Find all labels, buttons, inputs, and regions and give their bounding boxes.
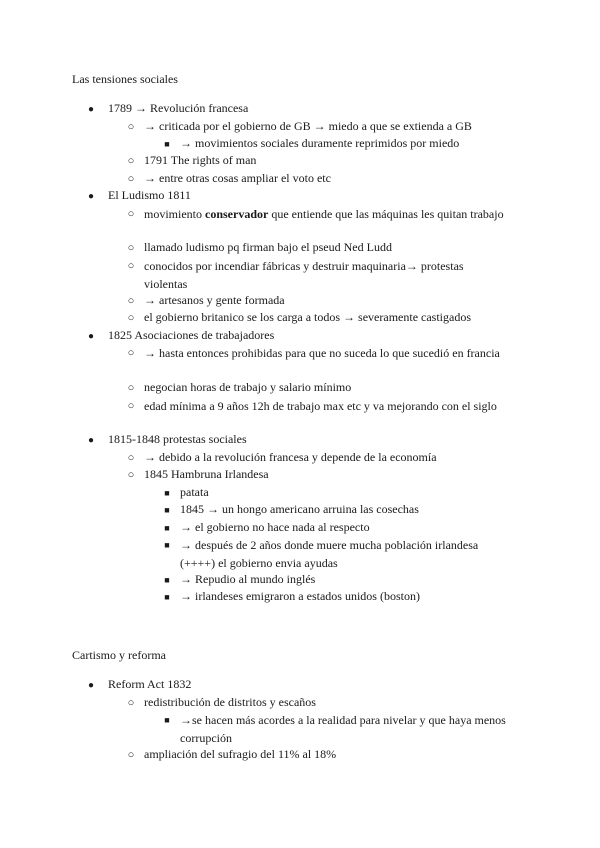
section-title: Las tensiones sociales — [72, 72, 178, 86]
list-item: → debido a la revolución francesa y depende de la economía — [144, 450, 437, 464]
list-item: 1845 Hambruna Irlandesa — [144, 467, 269, 481]
bullet-square: ■ — [164, 715, 170, 725]
bullet-circle: ○ — [127, 121, 135, 133]
bullet-disc: ● — [87, 435, 95, 446]
bullet-square: ■ — [164, 505, 170, 515]
list-item: → artesanos y gente formada — [144, 293, 285, 307]
list-item: → irlandeses emigraron a estados unidos (boston) — [180, 589, 420, 603]
bullet-disc: ● — [87, 680, 95, 691]
bullet-circle: ○ — [127, 208, 135, 220]
list-item: patata — [180, 485, 209, 499]
bullet-circle: ○ — [127, 155, 135, 167]
list-item: el gobierno britanico se los carga a todos → severamente castigados — [144, 310, 472, 324]
list-item: → entre otras cosas ampliar el voto etc — [144, 171, 331, 185]
section-title: Cartismo y reforma — [72, 648, 166, 662]
list-item: → Repudio al mundo inglés — [180, 572, 316, 586]
list-item: 1825 Asociaciones de trabajadores — [108, 328, 275, 342]
list-item — [144, 206, 504, 224]
list-item: → hasta entonces prohibidas para que no suceda lo que sucedió en francia — [144, 346, 500, 360]
bullet-circle: ○ — [127, 452, 135, 464]
list-item: 1815-1848 protestas sociales — [108, 432, 247, 446]
bullet-circle: ○ — [127, 295, 135, 307]
list-item: redistribución de distritos y escaños — [144, 695, 316, 709]
bullet-circle: ○ — [127, 382, 135, 394]
bullet-circle: ○ — [127, 749, 135, 761]
bullet-circle: ○ — [127, 173, 135, 185]
list-item: ampliación del sufragio del 11% al 18% — [144, 747, 337, 761]
list-item: → el gobierno no hace nada al respecto — [180, 520, 370, 534]
list-item: → criticada por el gobierno de GB → miedo a que se extienda a GB — [144, 119, 472, 133]
list-item: conocidos por incendiar fábricas y destruir maquinaria→ protestas violentas — [144, 259, 464, 291]
list-item: → movimientos sociales duramente reprimidos por miedo — [180, 136, 460, 150]
bullet-circle: ○ — [127, 260, 135, 272]
bullet-circle: ○ — [127, 242, 135, 254]
bullet-circle: ○ — [127, 312, 135, 324]
list-item: llamado ludismo pq firman bajo el pseud Ned Ludd — [144, 240, 392, 254]
list-item: → después de 2 años donde muere mucha población irlandesa (++++) el gobierno envia ayudas — [180, 538, 479, 570]
list-item: 1845 → un hongo americano arruina las cosechas — [180, 502, 419, 516]
bullet-circle: ○ — [127, 400, 135, 412]
item-text: movimiento — [144, 207, 205, 221]
bullet-disc: ● — [87, 191, 95, 202]
bullet-disc: ● — [87, 104, 95, 115]
bullet-square: ■ — [164, 139, 170, 149]
list-item: 1791 The rights of man — [144, 153, 257, 167]
list-item: 1789 → Revolución francesa — [108, 101, 249, 115]
item-text: que entiende que las máquinas les quitan trabajo — [268, 207, 504, 221]
bullet-square: ■ — [164, 488, 170, 498]
bullet-disc: ● — [87, 331, 95, 342]
bullet-square: ■ — [164, 540, 170, 550]
bold-term: conservador — [205, 207, 269, 221]
list-item: edad mínima a 9 años 12h de trabajo max etc y va mejorando con el siglo — [144, 399, 497, 413]
bullet-circle: ○ — [127, 469, 135, 481]
bullet-square: ■ — [164, 575, 170, 585]
bullet-square: ■ — [164, 523, 170, 533]
bullet-circle: ○ — [127, 697, 135, 709]
bullet-circle: ○ — [127, 347, 135, 359]
list-item: Reform Act 1832 — [108, 677, 192, 691]
list-item: El Ludismo 1811 — [108, 188, 191, 202]
bullet-square: ■ — [164, 592, 170, 602]
list-item: negocian horas de trabajo y salario mínimo — [144, 380, 352, 394]
list-item: →se hacen más acordes a la realidad para nivelar y que haya menos corrupción — [180, 713, 506, 745]
